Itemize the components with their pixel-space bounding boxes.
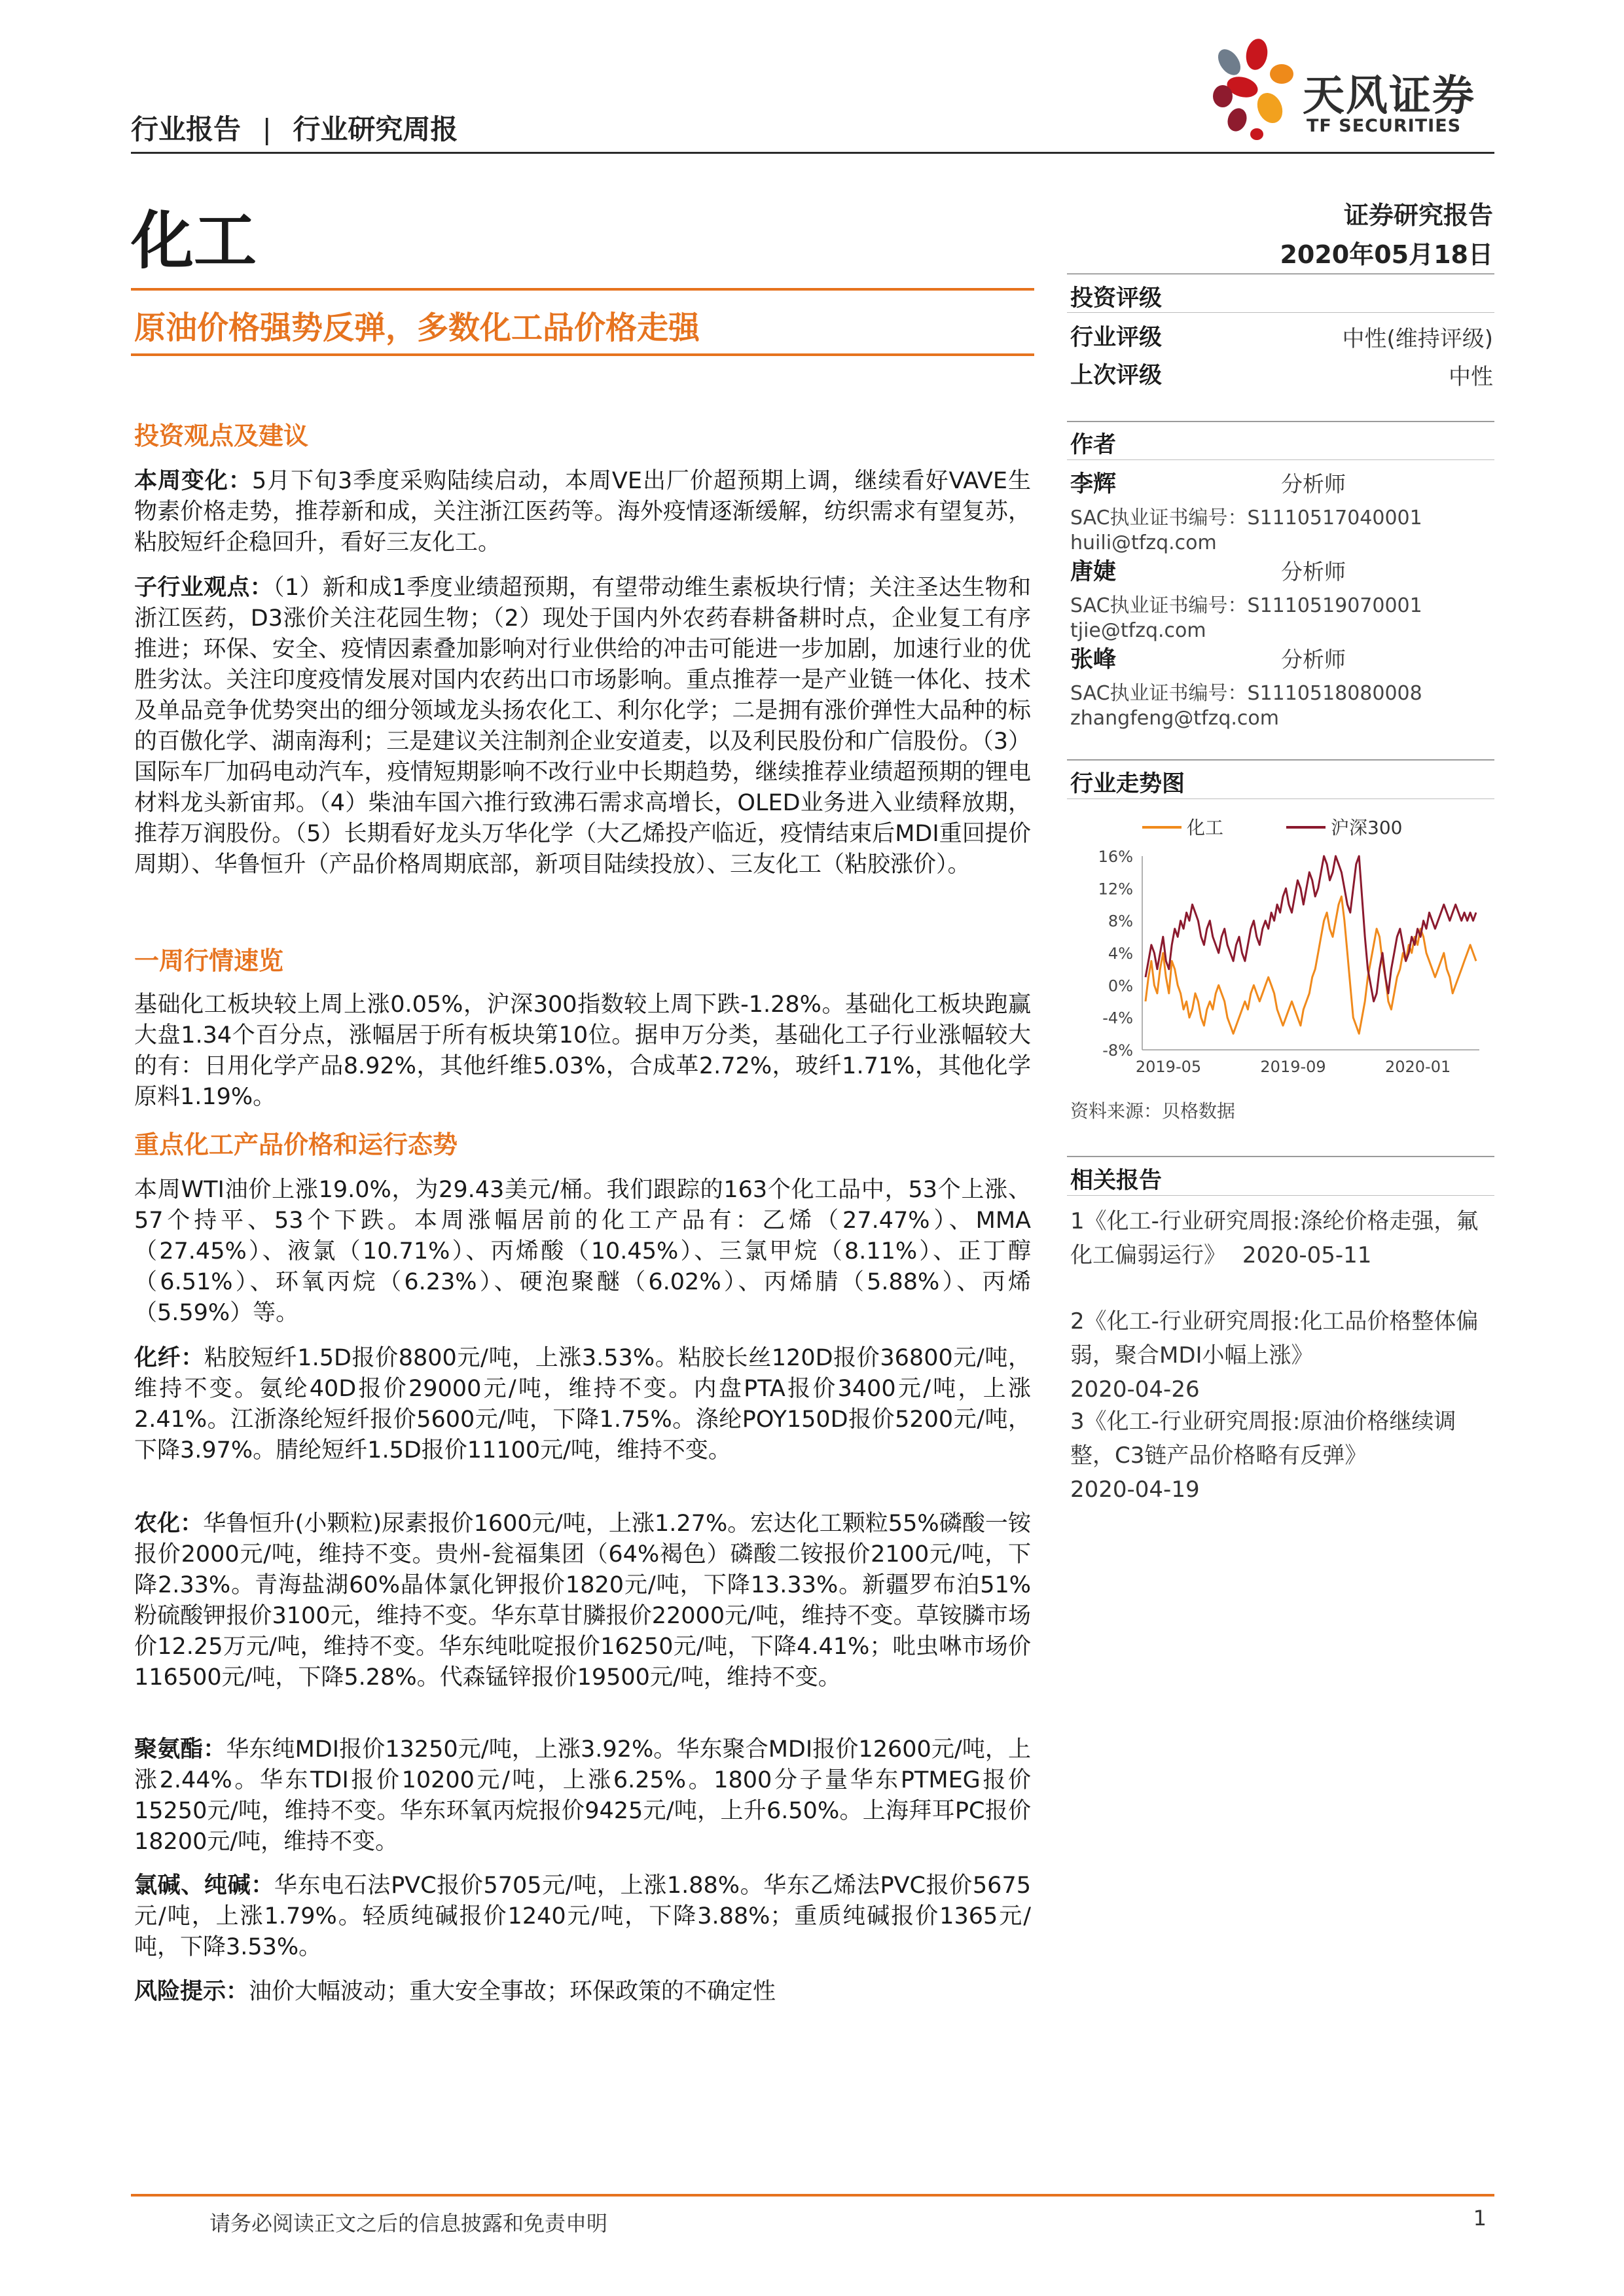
chart-legend: [1142, 817, 1402, 838]
rating-title-rule: [1067, 312, 1494, 313]
title-top-rule: [131, 288, 1034, 291]
related-report-text: 1《化工-行业研究周报:涤纶价格走强，氟化工偏弱运行》: [1070, 1208, 1479, 1268]
y-tick-label: -4%: [1102, 1009, 1133, 1028]
related-title-rule: [1067, 1195, 1494, 1196]
related-report-text: 2《化工-行业研究周报:化工品价格整体偏弱，聚合MDI小幅上涨》: [1070, 1308, 1479, 1369]
author-role: 分析师: [1281, 559, 1346, 584]
series-line-csi300: [1146, 856, 1476, 1001]
report-date: 2020年05月18日: [1280, 240, 1493, 269]
x-tick-label: 2020-01: [1384, 1058, 1451, 1076]
author-email[interactable]: zhangfeng@tfzq.com: [1070, 707, 1279, 730]
y-tick-label: 0%: [1108, 977, 1133, 996]
para-label: 子行业观点：: [134, 575, 273, 601]
related-title: 相关报告: [1070, 1168, 1163, 1194]
para-risk: [134, 1977, 1031, 2007]
authors-title-rule: [1067, 459, 1494, 460]
author-sac: SAC执业证书编号：S1110519070001: [1070, 594, 1422, 617]
para-weekly-change: [134, 466, 1031, 558]
para-text: 华东电石法PVC报价5705元/吨，上涨1.88%。华东乙烯法PVC报价5675元/吨，上涨1.79%。轻质纯碱报价1240元/吨，下降3.88%；重质纯碱报价1365元/吨，下降3.53%。: [134, 1873, 1031, 1960]
x-tick-label: 2019-05: [1135, 1058, 1202, 1076]
para-market-overview: [134, 990, 1031, 1113]
main-title: 原油价格强势反弹，多数化工品价格走强: [134, 310, 700, 346]
para-label: 风险提示：: [134, 1979, 249, 2005]
related-report-date: 2020-05-11: [1242, 1242, 1372, 1268]
chart-lines: [1146, 856, 1476, 1033]
para-chlor-alkali: [134, 1871, 1031, 1963]
page-number: 1: [1473, 2206, 1487, 2231]
author-card: [1070, 466, 1489, 554]
related-report-date: 2020-04-19: [1070, 1477, 1200, 1503]
para-text: 粘胶短纤1.5D报价8800元/吨，上涨3.53%。粘胶长丝120D报价36800元/吨，维持不变。氨纶40D报价29000元/吨，维持不变。内盘PTA报价3400元/吨，上涨2.41%。江浙涤纶短纤报价5600元/吨，下降1.75%。涤纶POY150D报价5200元/吨，下降3.97%。腈纶短纤1.5D报价11100元/吨，维持不变。: [134, 1345, 1031, 1463]
y-tick-label: 8%: [1108, 912, 1133, 931]
para-text: 基础化工板块较上周上涨0.05%，沪深300指数较上周下跌-1.28%。基础化工板块跑赢大盘1.34个百分点，涨幅居于所有板块第10位。据申万分类，基础化工子行业涨幅较大的有：日用化学产品8.92%，其他纤维5.03%，合成革2.72%，玻纤1.71%，其他化学原料1.19%。: [134, 992, 1031, 1110]
related-report-item[interactable]: [1070, 1204, 1489, 1272]
footer-rule: [131, 2194, 1494, 2197]
chart-y-ticks: [1098, 848, 1133, 1060]
chart-title-rule: [1067, 798, 1494, 799]
sector-title: 化工: [131, 204, 257, 278]
rating-title: 投资评级: [1070, 285, 1163, 312]
previous-rating-label: 上次评级: [1070, 363, 1163, 389]
chart-grid: [1142, 856, 1479, 1050]
company-logo: [1204, 36, 1492, 147]
chart-source: 资料来源：贝格数据: [1070, 1100, 1236, 1122]
authors-title: 作者: [1070, 432, 1117, 458]
header-rule: [131, 152, 1494, 154]
para-agrochemical: [134, 1509, 1031, 1693]
author-name: 唐婕: [1070, 559, 1117, 585]
author-sac: SAC执业证书编号：S1110517040001: [1070, 507, 1422, 529]
legend-label-chemical: 化工: [1187, 817, 1224, 838]
y-tick-label: 4%: [1108, 944, 1133, 963]
category-separator: |: [262, 113, 272, 145]
para-chemical-fiber: [134, 1343, 1031, 1466]
related-top-rule: [1067, 1156, 1494, 1157]
author-role: 分析师: [1281, 647, 1346, 672]
para-label: 聚氨酯：: [134, 1736, 226, 1763]
logo-cn: 天风证券: [1303, 72, 1475, 120]
author-card: [1070, 641, 1489, 730]
related-report-item[interactable]: [1070, 1304, 1489, 1407]
y-tick-label: 12%: [1098, 880, 1133, 899]
para-label: 农化：: [134, 1511, 204, 1537]
chart-top-rule: [1067, 759, 1494, 761]
industry-rating-label: 行业评级: [1070, 325, 1163, 351]
para-label: 化纤：: [134, 1345, 204, 1371]
x-tick-label: 2019-09: [1260, 1058, 1326, 1076]
category-label: 行业报告: [131, 113, 242, 145]
para-oil-price: [134, 1175, 1031, 1329]
title-bottom-rule: [131, 353, 1034, 356]
para-text: （1）新和成1季度业绩超预期，有望带动维生素板块行情；关注圣达生物和浙江医药，D3涨价关注花园生物；（2）现处于国内外农药春耕备耕时点，企业复工有序推进；环保、安全、疫情因素叠加影响对行业供给的冲击可能进一步加剧，加速行业的优胜劣汰。关注印度疫情发展对国内农药出口市场影响。重点推荐一是产业链一体化、技术及单品竞争优势突出的细分领域龙头扬农化工、利尔化学；二是拥有涨价弹性大品种的标的百傲化学、湖南海利；三是建议关注制剂企业安道麦，以及利民股份和广信股份。（3）国际车厂加码电动汽车，疫情短期影响不改行业中长期趋势，继续推荐业绩超预期的锂电材料龙头新宙邦。（4）柴油车国六推行致沸石需求高增长，OLED业务进入业绩释放期，推荐万润股份。（5）长期看好龙头万华化学（大乙烯投产临近，疫情结束后MDI重回提价周期）、华鲁恒升（产品价格周期底部，新项目陆续投放）、三友化工（粘胶涨价）。: [134, 575, 1031, 878]
author-sac: SAC执业证书编号：S1110518080008: [1070, 682, 1422, 705]
para-text: 本周WTI油价上涨19.0%，为29.43美元/桶。我们跟踪的163个化工品中，53个上涨、57个持平、53个下跌。本周涨幅居前的化工产品有：乙烯（27.47%）、MMA（27.45%）、液氯（10.71%）、丙烯酸（10.45%）、三氯甲烷（8.11%）、正丁醇（6.51%）、环氧丙烷（6.23%）、硬泡聚醚（6.02%）、丙烯腈（5.88%）、丙烯（5.59%）等。: [134, 1177, 1031, 1326]
author-card: [1070, 554, 1489, 642]
subcategory-label: 行业研究周报: [293, 113, 458, 145]
para-text: 华东纯MDI报价13250元/吨，上涨3.92%。华东聚合MDI报价12600元/吨，上涨2.44%。华东TDI报价10200元/吨，上涨6.25%。1800分子量华东PTMEG报价15250元/吨，维持不变。华东环氧丙烷报价9425元/吨，上升6.50%。上海拜耳PC报价18200元/吨，维持不变。: [134, 1736, 1031, 1855]
series-line-chemical: [1146, 897, 1476, 1034]
section-title-investment: 投资观点及建议: [134, 422, 309, 450]
y-tick-label: -8%: [1102, 1041, 1133, 1060]
para-subindustry: [134, 573, 1031, 880]
y-tick-label: 16%: [1098, 848, 1133, 866]
related-report-date: 2020-04-26: [1070, 1376, 1200, 1403]
section-title-market: 一周行情速览: [134, 946, 284, 975]
para-polyurethane: [134, 1734, 1031, 1857]
related-report-text: 3《化工-行业研究周报:原油价格继续调整，C3链产品价格略有反弹》: [1070, 1408, 1456, 1469]
chart-section-title: 行业走势图: [1070, 771, 1185, 797]
section-title-products: 重点化工产品价格和运行态势: [134, 1130, 458, 1159]
previous-rating-value: 中性: [1449, 364, 1493, 390]
author-name: 张峰: [1070, 647, 1117, 673]
para-text: 油价大幅波动；重大安全事故；环保政策的不确定性: [249, 1979, 776, 2005]
report-category: [131, 108, 458, 147]
para-label: 氯碱、纯碱：: [134, 1873, 274, 1899]
para-text: 华鲁恒升(小颗粒)尿素报价1600元/吨，上涨1.27%。宏达化工颗粒55%磷酸一铵报价2000元/吨，维持不变。贵州-瓮福集团（64%褐色）磷酸二铵报价2100元/吨，下降2.33%。青海盐湖60%晶体氯化钾报价1820元/吨，下降13.33%。新疆罗布泊51%粉硫酸钾报价3100元，维持不变。华东草甘膦报价22000元/吨，维持不变。草铵膦市场价12.25万元/吨，维持不变。华东纯吡啶报价16250元/吨，下降4.41%；吡虫啉市场价116500元/吨，下降5.28%。代森锰锌报价19500元/吨，维持不变。: [134, 1511, 1031, 1691]
footer-disclaimer: 请务必阅读正文之后的信息披露和免责申明: [209, 2211, 608, 2236]
author-name: 李辉: [1070, 471, 1117, 497]
author-role: 分析师: [1281, 471, 1346, 497]
authors-top-rule: [1067, 421, 1494, 422]
industry-rating-value: 中性(维持评级): [1342, 326, 1493, 352]
para-label: 本周变化：: [134, 468, 252, 494]
chart-x-ticks: [1136, 1058, 1451, 1076]
industry-trend-chart: [1070, 804, 1489, 1092]
author-email[interactable]: huili@tfzq.com: [1070, 531, 1217, 554]
author-email[interactable]: tjie@tfzq.com: [1070, 619, 1206, 642]
logo-en: TF SECURITIES: [1307, 116, 1462, 136]
legend-label-csi300: 沪深300: [1331, 817, 1403, 838]
report-type: 证券研究报告: [1343, 201, 1493, 230]
related-report-item[interactable]: [1070, 1405, 1489, 1507]
logo-flower-icon: [1204, 36, 1303, 144]
para-text: 5月下旬3季度采购陆续启动，本周VE出厂价超预期上调，继续看好VAVE生物素价格走势，推荐新和成，关注浙江医药等。海外疫情逐渐缓解，纺织需求有望复苏，粘胶短纤企稳回升，看好三友化工。: [134, 468, 1031, 556]
